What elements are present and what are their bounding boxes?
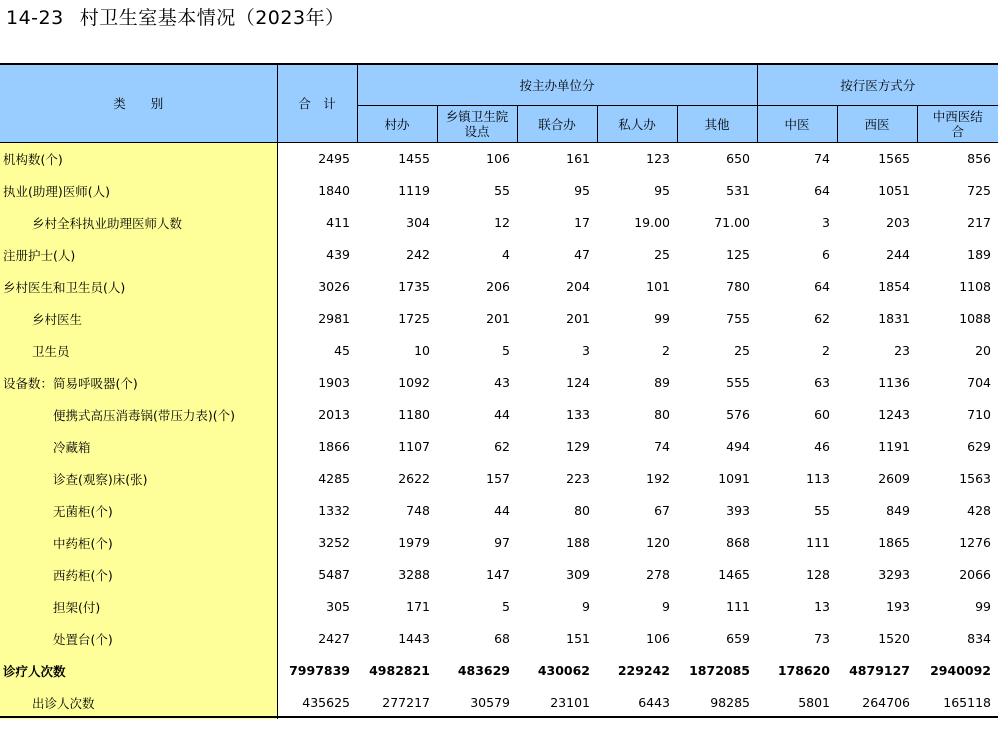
- row-value: 1872085: [689, 663, 750, 678]
- row-value: 1107: [398, 439, 430, 454]
- row-value: 780: [726, 279, 750, 294]
- table-row: [0, 655, 998, 687]
- row-value: 650: [677, 143, 757, 175]
- header-col-township: 乡镇卫生院设点: [437, 106, 517, 143]
- row-value: 62: [494, 439, 510, 454]
- row-value: 1091: [718, 471, 750, 486]
- row-value: 113: [806, 471, 830, 486]
- row-value: 1443: [398, 631, 430, 646]
- row-value: 305: [326, 599, 350, 614]
- row-value: 111: [726, 599, 750, 614]
- table-row: [0, 143, 998, 175]
- row-value: 147: [486, 567, 510, 582]
- row-value: 3288: [398, 567, 430, 582]
- row-value: 1735: [398, 279, 430, 294]
- table-row: [0, 271, 998, 303]
- row-value: 1465: [718, 567, 750, 582]
- row-value: 1108: [959, 279, 991, 294]
- row-value: 133: [566, 407, 590, 422]
- table-number: 14-23: [6, 7, 64, 29]
- row-value: 95: [654, 183, 670, 198]
- row-value: 1854: [878, 279, 910, 294]
- row-value: 129: [566, 439, 590, 454]
- row-value: 17: [574, 215, 590, 230]
- row-value: 2495: [277, 143, 357, 175]
- row-value: 1840: [318, 183, 350, 198]
- row-value: 47: [574, 247, 590, 262]
- table-row: [0, 463, 998, 495]
- row-value: 204: [566, 279, 590, 294]
- row-label: 设备数：简易呼吸器(个): [0, 367, 277, 399]
- row-value: 1725: [398, 311, 430, 326]
- row-value: 171: [406, 599, 430, 614]
- row-value: 12: [494, 215, 510, 230]
- row-label: 乡村全科执业助理医师人数: [0, 207, 277, 239]
- row-value: 30579: [470, 695, 510, 710]
- row-value: 19.00: [634, 215, 670, 230]
- row-value: 3: [582, 343, 590, 358]
- row-label: 卫生员: [0, 335, 277, 367]
- row-value: 97: [494, 535, 510, 550]
- row-value: 659: [726, 631, 750, 646]
- table-row: [0, 591, 998, 623]
- row-value: 99: [975, 599, 991, 614]
- row-value: 64: [814, 183, 830, 198]
- row-value: 23: [894, 343, 910, 358]
- row-value: 1191: [878, 439, 910, 454]
- row-value: 165118: [943, 695, 991, 710]
- table-header: [0, 64, 998, 143]
- row-value: 60: [814, 407, 830, 422]
- row-value: 5487: [318, 567, 350, 582]
- row-value: 106: [437, 143, 517, 175]
- row-value: 161: [517, 143, 597, 175]
- table-row: [0, 495, 998, 527]
- row-value: 1831: [878, 311, 910, 326]
- row-value: 74: [654, 439, 670, 454]
- row-value: 67: [654, 503, 670, 518]
- row-value: 856: [917, 143, 998, 175]
- row-label: 乡村医生: [0, 303, 277, 335]
- row-value: 439: [326, 247, 350, 262]
- row-label: 机构数(个): [0, 143, 277, 175]
- row-value: 44: [494, 407, 510, 422]
- row-value: 2: [822, 343, 830, 358]
- row-value: 223: [566, 471, 590, 486]
- row-value: 1455: [357, 143, 437, 175]
- row-value: 4982821: [369, 663, 430, 678]
- row-value: 1979: [398, 535, 430, 550]
- header-col-joint: 联合办: [517, 106, 597, 143]
- row-label: 便携式高压消毒锅(带压力表)(个): [0, 399, 277, 431]
- row-value: 9: [582, 599, 590, 614]
- row-value: 71.00: [714, 215, 750, 230]
- row-label: 出诊人次数: [0, 687, 277, 719]
- row-value: 73: [814, 631, 830, 646]
- row-value: 555: [726, 375, 750, 390]
- row-value: 1119: [398, 183, 430, 198]
- row-value: 1180: [398, 407, 430, 422]
- row-label: 冷藏箱: [0, 431, 277, 463]
- row-value: 704: [967, 375, 991, 390]
- row-value: 89: [654, 375, 670, 390]
- row-value: 430062: [537, 663, 590, 678]
- row-value: 264706: [862, 695, 910, 710]
- row-label: 无菌柜(个): [0, 495, 277, 527]
- table-row: [0, 527, 998, 559]
- header-by-sponsor: 按主办单位分: [357, 64, 757, 106]
- row-value: 80: [654, 407, 670, 422]
- row-value: 3: [822, 215, 830, 230]
- row-value: 157: [486, 471, 510, 486]
- row-value: 217: [967, 215, 991, 230]
- row-value: 1520: [878, 631, 910, 646]
- row-value: 63: [814, 375, 830, 390]
- table-bottom-rule: [0, 716, 998, 718]
- row-label: 中药柜(个): [0, 527, 277, 559]
- table-row: [0, 175, 998, 207]
- row-label: 西药柜(个): [0, 559, 277, 591]
- row-value: 188: [566, 535, 590, 550]
- row-value: 120: [646, 535, 670, 550]
- row-value: 494: [726, 439, 750, 454]
- row-value: 178620: [777, 663, 830, 678]
- row-value: 23101: [550, 695, 590, 710]
- row-value: 74: [757, 143, 837, 175]
- row-value: 2940092: [930, 663, 991, 678]
- row-value: 189: [967, 247, 991, 262]
- row-value: 710: [967, 407, 991, 422]
- row-value: 62: [814, 311, 830, 326]
- row-value: 229242: [617, 663, 670, 678]
- row-value: 3252: [318, 535, 350, 550]
- row-value: 13: [814, 599, 830, 614]
- row-value: 201: [486, 311, 510, 326]
- row-label: 乡村医生和卫生员(人): [0, 271, 277, 303]
- row-value: 10: [414, 343, 430, 358]
- row-value: 46: [814, 439, 830, 454]
- row-value: 1276: [959, 535, 991, 550]
- table-row: [0, 335, 998, 367]
- row-value: 428: [967, 503, 991, 518]
- row-value: 849: [886, 503, 910, 518]
- row-value: 68: [494, 631, 510, 646]
- header-col-village: 村办: [357, 106, 437, 143]
- row-value: 576: [726, 407, 750, 422]
- row-value: 834: [967, 631, 991, 646]
- row-value: 203: [886, 215, 910, 230]
- row-value: 101: [646, 279, 670, 294]
- row-value: 20: [975, 343, 991, 358]
- table-body: [0, 143, 998, 719]
- row-label: 诊疗人次数: [0, 655, 277, 687]
- header-col-integrated: 中西医结合: [917, 106, 998, 143]
- row-value: 111: [806, 535, 830, 550]
- row-value: 393: [726, 503, 750, 518]
- header-total: 合 计: [277, 64, 357, 143]
- table-row: [0, 623, 998, 655]
- table-row: [0, 559, 998, 591]
- row-value: 151: [566, 631, 590, 646]
- row-value: 1088: [959, 311, 991, 326]
- row-value: 99: [654, 311, 670, 326]
- row-value: 2609: [878, 471, 910, 486]
- header-col-other: 其他: [677, 106, 757, 143]
- row-value: 192: [646, 471, 670, 486]
- row-label: 诊查(观察)床(张): [0, 463, 277, 495]
- row-value: 6: [822, 247, 830, 262]
- row-value: 25: [734, 343, 750, 358]
- row-value: 4285: [318, 471, 350, 486]
- row-value: 55: [494, 183, 510, 198]
- row-value: 309: [566, 567, 590, 582]
- row-value: 6443: [638, 695, 670, 710]
- table-row: [0, 207, 998, 239]
- row-value: 242: [406, 247, 430, 262]
- table-row: [0, 239, 998, 271]
- row-value: 1565: [837, 143, 917, 175]
- table-row: [0, 399, 998, 431]
- row-label: 担架(付): [0, 591, 277, 623]
- row-value: 755: [726, 311, 750, 326]
- row-value: 483629: [457, 663, 510, 678]
- row-value: 304: [406, 215, 430, 230]
- header-col-private: 私人办: [597, 106, 677, 143]
- row-value: 629: [967, 439, 991, 454]
- row-value: 1866: [318, 439, 350, 454]
- row-label: 执业(助理)医师(人): [0, 175, 277, 207]
- row-value: 4: [502, 247, 510, 262]
- row-value: 4879127: [849, 663, 910, 678]
- row-value: 64: [814, 279, 830, 294]
- row-value: 2013: [318, 407, 350, 422]
- header-by-practice: 按行医方式分: [757, 64, 998, 106]
- row-value: 3293: [878, 567, 910, 582]
- row-value: 106: [646, 631, 670, 646]
- row-value: 1051: [878, 183, 910, 198]
- row-value: 5: [502, 599, 510, 614]
- row-value: 45: [334, 343, 350, 358]
- row-value: 2066: [959, 567, 991, 582]
- row-value: 123: [597, 143, 677, 175]
- row-value: 201: [566, 311, 590, 326]
- row-value: 868: [726, 535, 750, 550]
- row-value: 193: [886, 599, 910, 614]
- page-title: [6, 4, 345, 32]
- header-col-western: 西医: [837, 106, 917, 143]
- row-value: 748: [406, 503, 430, 518]
- row-value: 435625: [302, 695, 350, 710]
- row-value: 5801: [798, 695, 830, 710]
- row-value: 2981: [318, 311, 350, 326]
- row-value: 1092: [398, 375, 430, 390]
- row-value: 7997839: [289, 663, 350, 678]
- row-value: 80: [574, 503, 590, 518]
- table-row: [0, 431, 998, 463]
- row-value: 9: [662, 599, 670, 614]
- row-value: 128: [806, 567, 830, 582]
- row-value: 124: [566, 375, 590, 390]
- row-value: 55: [814, 503, 830, 518]
- row-value: 3026: [318, 279, 350, 294]
- row-value: 531: [726, 183, 750, 198]
- table-title-text: 村卫生室基本情况（2023年）: [79, 7, 345, 29]
- row-value: 1136: [878, 375, 910, 390]
- row-value: 1903: [318, 375, 350, 390]
- row-value: 95: [574, 183, 590, 198]
- row-value: 411: [326, 215, 350, 230]
- row-value: 2427: [318, 631, 350, 646]
- row-value: 244: [886, 247, 910, 262]
- row-value: 44: [494, 503, 510, 518]
- row-value: 1243: [878, 407, 910, 422]
- row-value: 2622: [398, 471, 430, 486]
- row-value: 1865: [878, 535, 910, 550]
- row-value: 725: [967, 183, 991, 198]
- row-value: 43: [494, 375, 510, 390]
- row-value: 206: [486, 279, 510, 294]
- table-row: [0, 687, 998, 719]
- row-value: 5: [502, 343, 510, 358]
- row-value: 1332: [318, 503, 350, 518]
- row-label: 注册护士(人): [0, 239, 277, 271]
- table-row: [0, 303, 998, 335]
- header-category: 类 别: [0, 64, 277, 143]
- row-value: 25: [654, 247, 670, 262]
- header-col-tcm: 中医: [757, 106, 837, 143]
- data-table: [0, 63, 998, 719]
- row-value: 125: [726, 247, 750, 262]
- row-value: 1563: [959, 471, 991, 486]
- row-value: 2: [662, 343, 670, 358]
- table-row: [0, 367, 998, 399]
- row-value: 98285: [710, 695, 750, 710]
- row-value: 277217: [382, 695, 430, 710]
- row-label: 处置台(个): [0, 623, 277, 655]
- row-value: 278: [646, 567, 670, 582]
